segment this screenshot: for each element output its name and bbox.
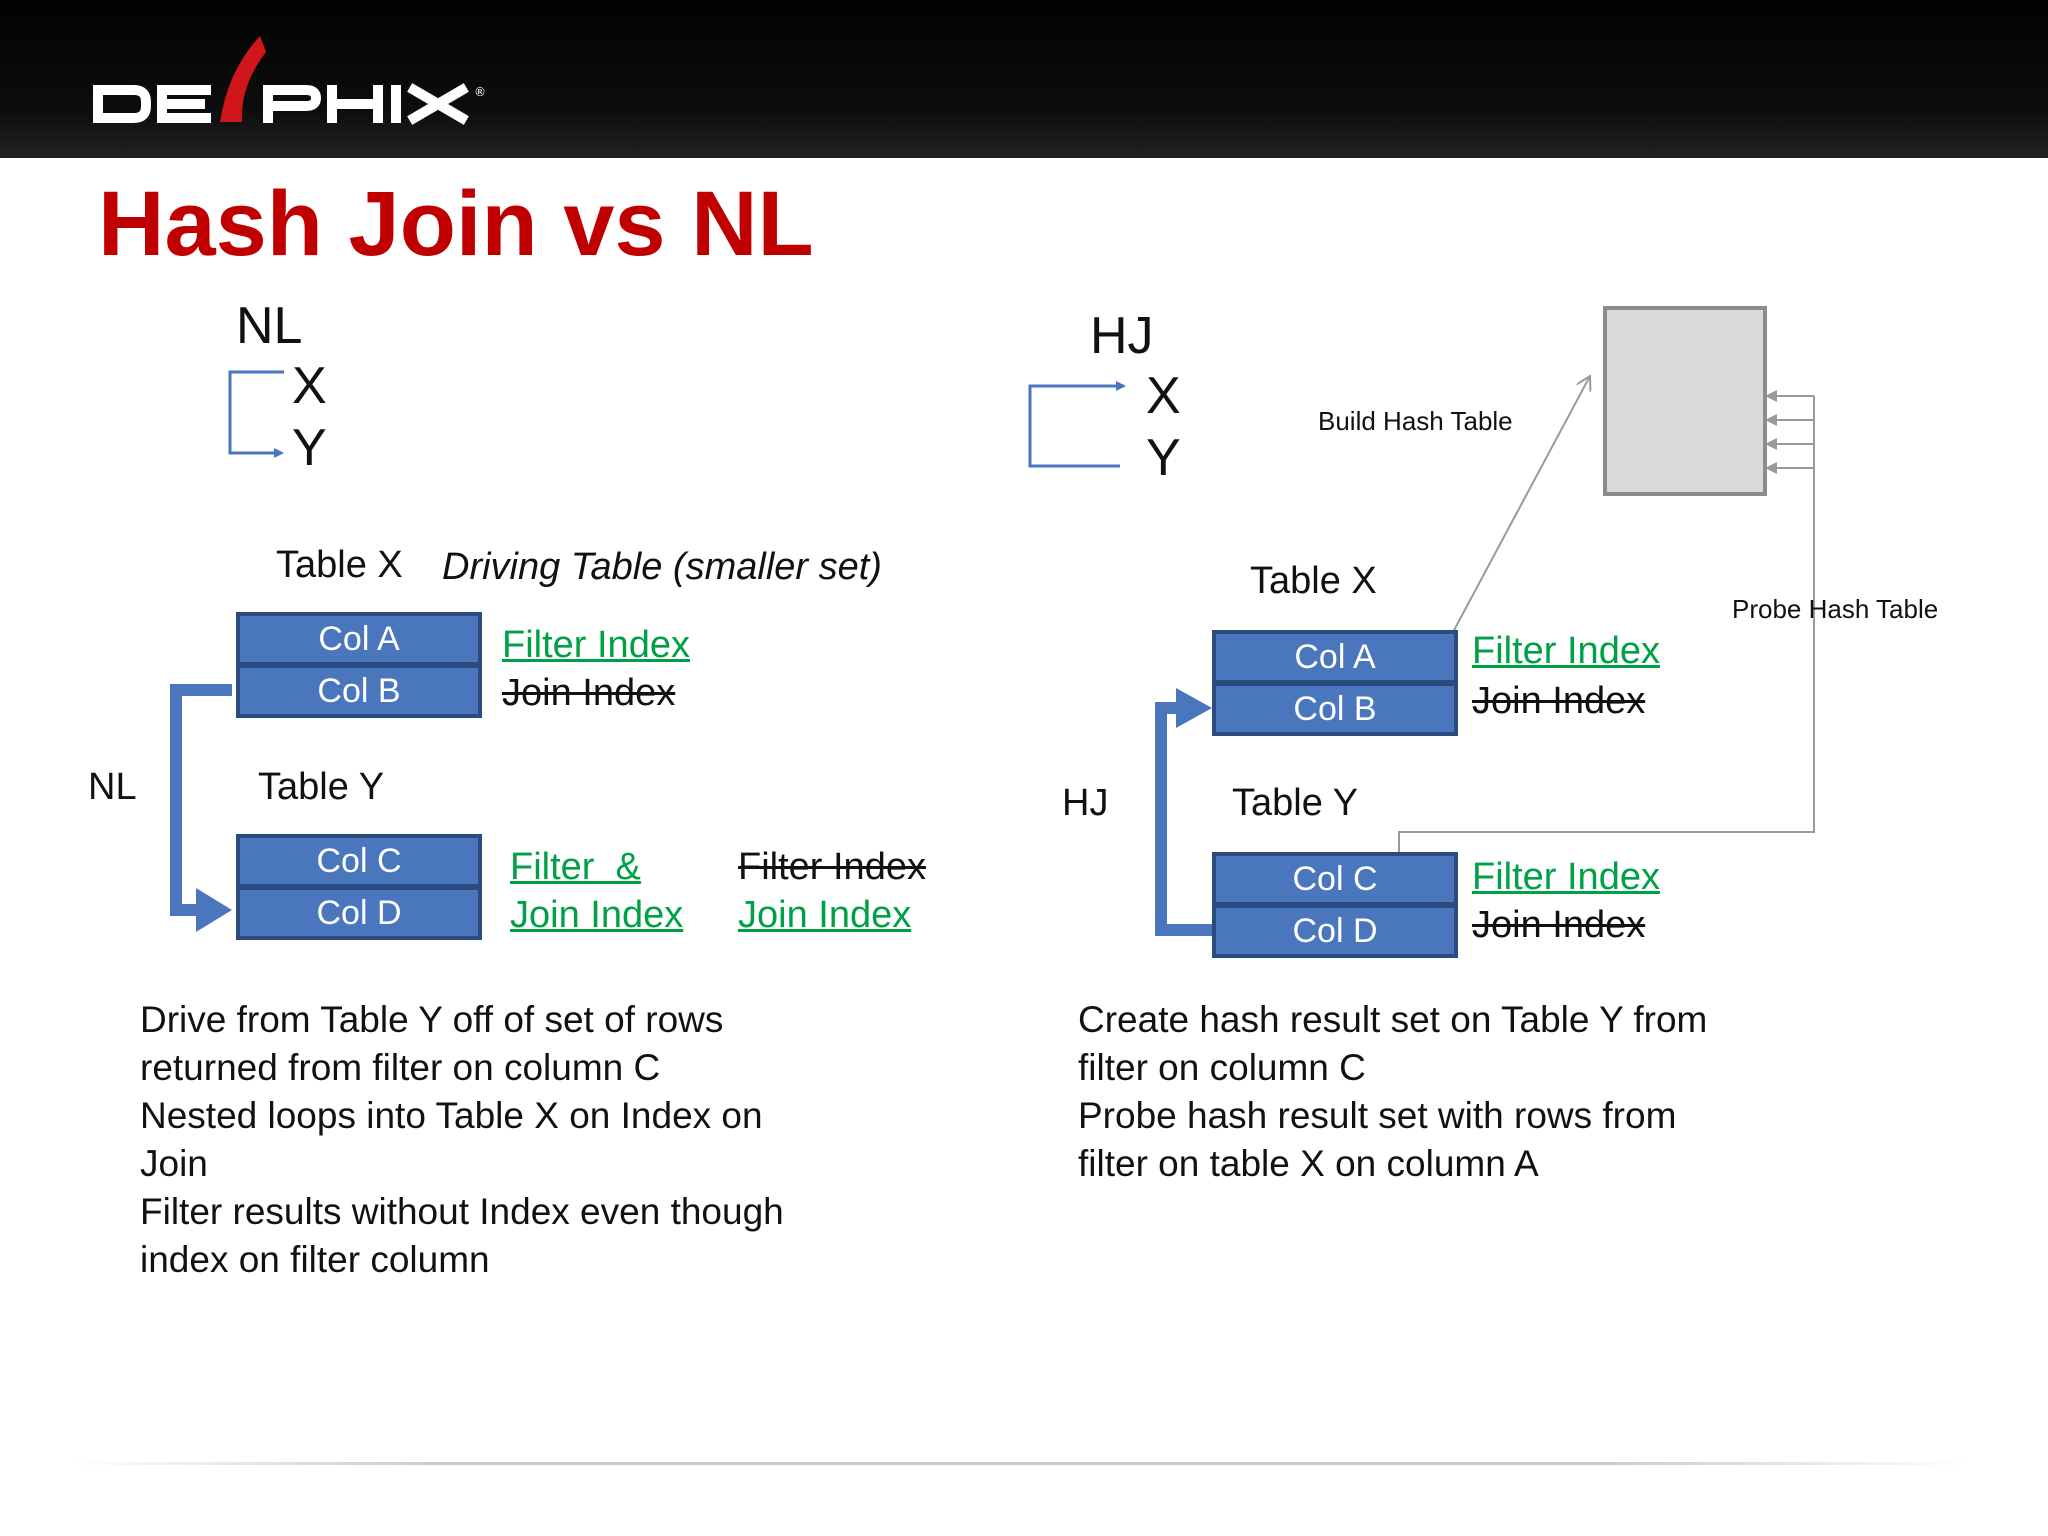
hj-table-x-col-a: Col A: [1212, 630, 1458, 684]
hj-table-y-col-d: Col D: [1212, 904, 1458, 958]
hash-table-block: [1603, 306, 1767, 496]
hj-tree-y: Y: [1146, 429, 1181, 487]
slide-title: Hash Join vs NL: [98, 173, 814, 275]
hj-table-x-col-b: Col B: [1212, 682, 1458, 736]
hj-table-x-filter-index: Filter Index: [1472, 630, 1660, 672]
nl-table-x-col-b: Col B: [236, 664, 482, 718]
hj-tree-x: X: [1146, 367, 1181, 425]
footer-divider: [70, 1462, 1970, 1465]
hj-table-x-label: Table X: [1250, 560, 1377, 602]
nl-table-x-label: Table X: [276, 544, 403, 586]
nl-table-x-filter-index: Filter Index: [502, 624, 690, 666]
nl-description-line: index on filter column: [140, 1239, 490, 1280]
nl-join-label: NL: [88, 766, 137, 808]
nl-alt-join-index: Join Index: [738, 894, 912, 936]
nl-description: [140, 996, 920, 1284]
nl-description-line: Nested loops into Table X on Index on: [140, 1095, 763, 1136]
build-hash-table-label: Build Hash Table: [1318, 406, 1513, 436]
hj-table-y-label: Table Y: [1232, 782, 1359, 824]
nl-tree-y: Y: [292, 419, 327, 477]
svg-text:®: ®: [474, 85, 486, 99]
hj-description: [1078, 996, 1858, 1188]
probe-hash-table-label: Probe Hash Table: [1732, 594, 1939, 624]
hj-description-line: filter on table X on column A: [1078, 1143, 1539, 1184]
nl-alt-filter-index: Filter Index: [738, 846, 926, 888]
hj-tree-label: HJ: [1090, 307, 1154, 365]
hj-description-line: Probe hash result set with rows from: [1078, 1095, 1677, 1136]
nl-table-y-label: Table Y: [258, 766, 385, 808]
nl-table-x-join-index: Join Index: [502, 672, 676, 714]
nl-tree-label: NL: [236, 297, 303, 355]
nl-description-line: Join: [140, 1143, 208, 1184]
nl-join-index: Join Index: [510, 894, 684, 936]
hj-description-line: filter on column C: [1078, 1047, 1366, 1088]
hj-table-x-join-index: Join Index: [1472, 680, 1646, 722]
nl-table-y-col-c: Col C: [236, 834, 482, 888]
nl-join-arrow: [176, 690, 232, 910]
nl-table-y-col-d: Col D: [236, 886, 482, 940]
nl-description-line: returned from filter on column C: [140, 1047, 661, 1088]
nl-filter-and: Filter &: [510, 846, 641, 888]
hj-table-y-col-c: Col C: [1212, 852, 1458, 906]
hj-join-label: HJ: [1062, 782, 1109, 824]
hj-table-y-join-index: Join Index: [1472, 904, 1646, 946]
nl-tree-bracket: [230, 372, 284, 453]
hj-description-line: Create hash result set on Table Y from: [1078, 999, 1708, 1040]
hj-tree-bracket: [1030, 386, 1124, 466]
nl-description-line: Filter results without Index even though: [140, 1191, 784, 1232]
nl-description-line: Drive from Table Y off of set of rows: [140, 999, 724, 1040]
nl-tree-x: X: [292, 357, 327, 415]
nl-table-x-col-a: Col A: [236, 612, 482, 666]
hj-join-arrow: [1161, 708, 1212, 930]
hj-table-y-filter-index: Filter Index: [1472, 856, 1660, 898]
driving-table-note: Driving Table (smaller set): [442, 546, 882, 588]
